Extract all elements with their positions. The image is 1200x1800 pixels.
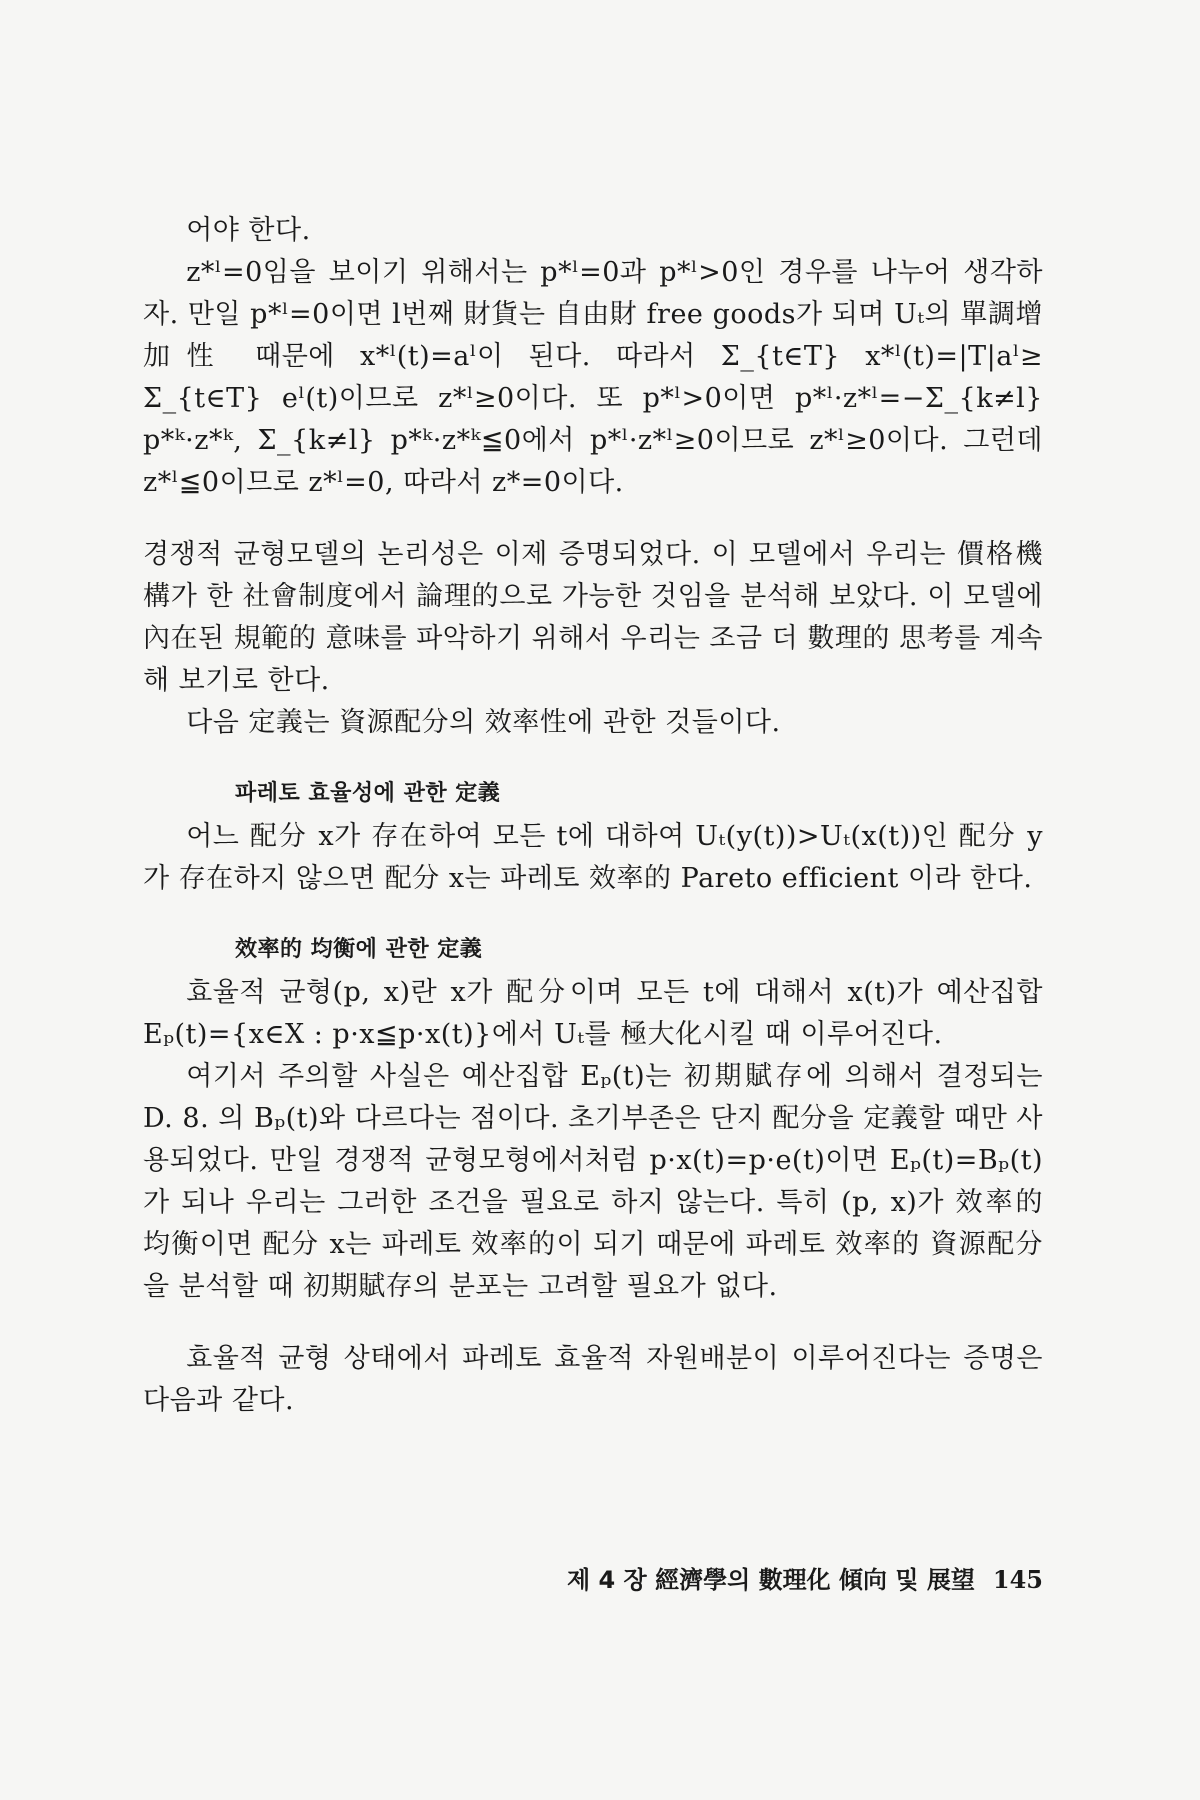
running-head: 제 4 장 經濟學의 數理化 傾向 및 展望 xyxy=(566,1566,975,1594)
page-body xyxy=(143,210,1043,1422)
paragraph-8: 효율적 균형 상태에서 파레토 효율적 자원배분이 이루어진다는 증명은 다음과 같다. xyxy=(143,1343,1043,1416)
paragraph-2: z*ˡ=0임을 보이기 위해서는 p*ˡ=0과 p*ˡ>0인 경우를 나누어 생각하자. 만일 p*ˡ=0이면 l번째 財貨는 自由財 free goods가 되며 Uₜ의 單調增加性 때문에 x*ˡ(t)=aˡ이 된다. 따라서 Σ_{t∈T} x*ˡ(t)=|T|aˡ≥ Σ_{t∈T} eˡ(t)이므로 z*ˡ≥0이다. 또 p*ˡ>0이면 p*ˡ·z*ˡ=−Σ_{k≠l} p*ᵏ·z*ᵏ, Σ_{k≠l} p*ᵏ·z*ᵏ≦0에서 p*ˡ·z*ˡ≥0이므로 z*ˡ≥0이다. 그런데 z*ˡ≦0이므로 z*ˡ=0, 따라서 z*=0이다. xyxy=(143,257,1043,498)
paragraph-4: 다음 定義는 資源配分의 效率性에 관한 것들이다. xyxy=(186,707,781,738)
paragraph-1: 어야 한다. xyxy=(186,215,311,246)
page-number: 145 xyxy=(992,1565,1043,1594)
definition-heading-pareto: 파레토 효율성에 관한 定義 xyxy=(235,781,501,806)
definition-heading-efficient-equilibrium: 效率的 均衡에 관한 定義 xyxy=(235,937,483,962)
paragraph-6: 효율적 균형(p, x)란 x가 配分이며 모든 t에 대해서 x(t)가 예산집합 Eₚ(t)={x∈X : p·x≦p·x(t)}에서 Uₜ를 極大化시킬 때 이루어진다. xyxy=(143,977,1043,1050)
paragraph-3: 경쟁적 균형모델의 논리성은 이제 증명되었다. 이 모델에서 우리는 價格機構가 한 社會制度에서 論理的으로 가능한 것임을 분석해 보았다. 이 모델에 內在된 規範的 意味를 파악하기 위해서 우리는 조금 더 數理的 思考를 계속해 보기로 한다. xyxy=(143,539,1043,696)
page-footer xyxy=(143,1560,1043,1595)
paragraph-7: 여기서 주의할 사실은 예산집합 Eₚ(t)는 初期賦存에 의해서 결정되는 D. 8. 의 Bₚ(t)와 다르다는 점이다. 초기부존은 단지 配分을 定義할 때만 사용되었다. 만일 경쟁적 균형모형에서처럼 p·x(t)=p·e(t)이면 Eₚ(t)=Bₚ(t)가 되나 우리는 그러한 조건을 필요로 하지 않는다. 특히 (p, x)가 效率的 均衡이면 配分 x는 파레토 效率的이 되기 때문에 파레토 效率的 資源配分을 분석할 때 初期賦存의 분포는 고려할 필요가 없다. xyxy=(143,1061,1043,1302)
paragraph-5: 어느 配分 x가 存在하여 모든 t에 대하여 Uₜ(y(t))>Uₜ(x(t))인 配分 y가 存在하지 않으면 配分 x는 파레토 效率的 Pareto efficient 이라 한다. xyxy=(143,821,1043,894)
